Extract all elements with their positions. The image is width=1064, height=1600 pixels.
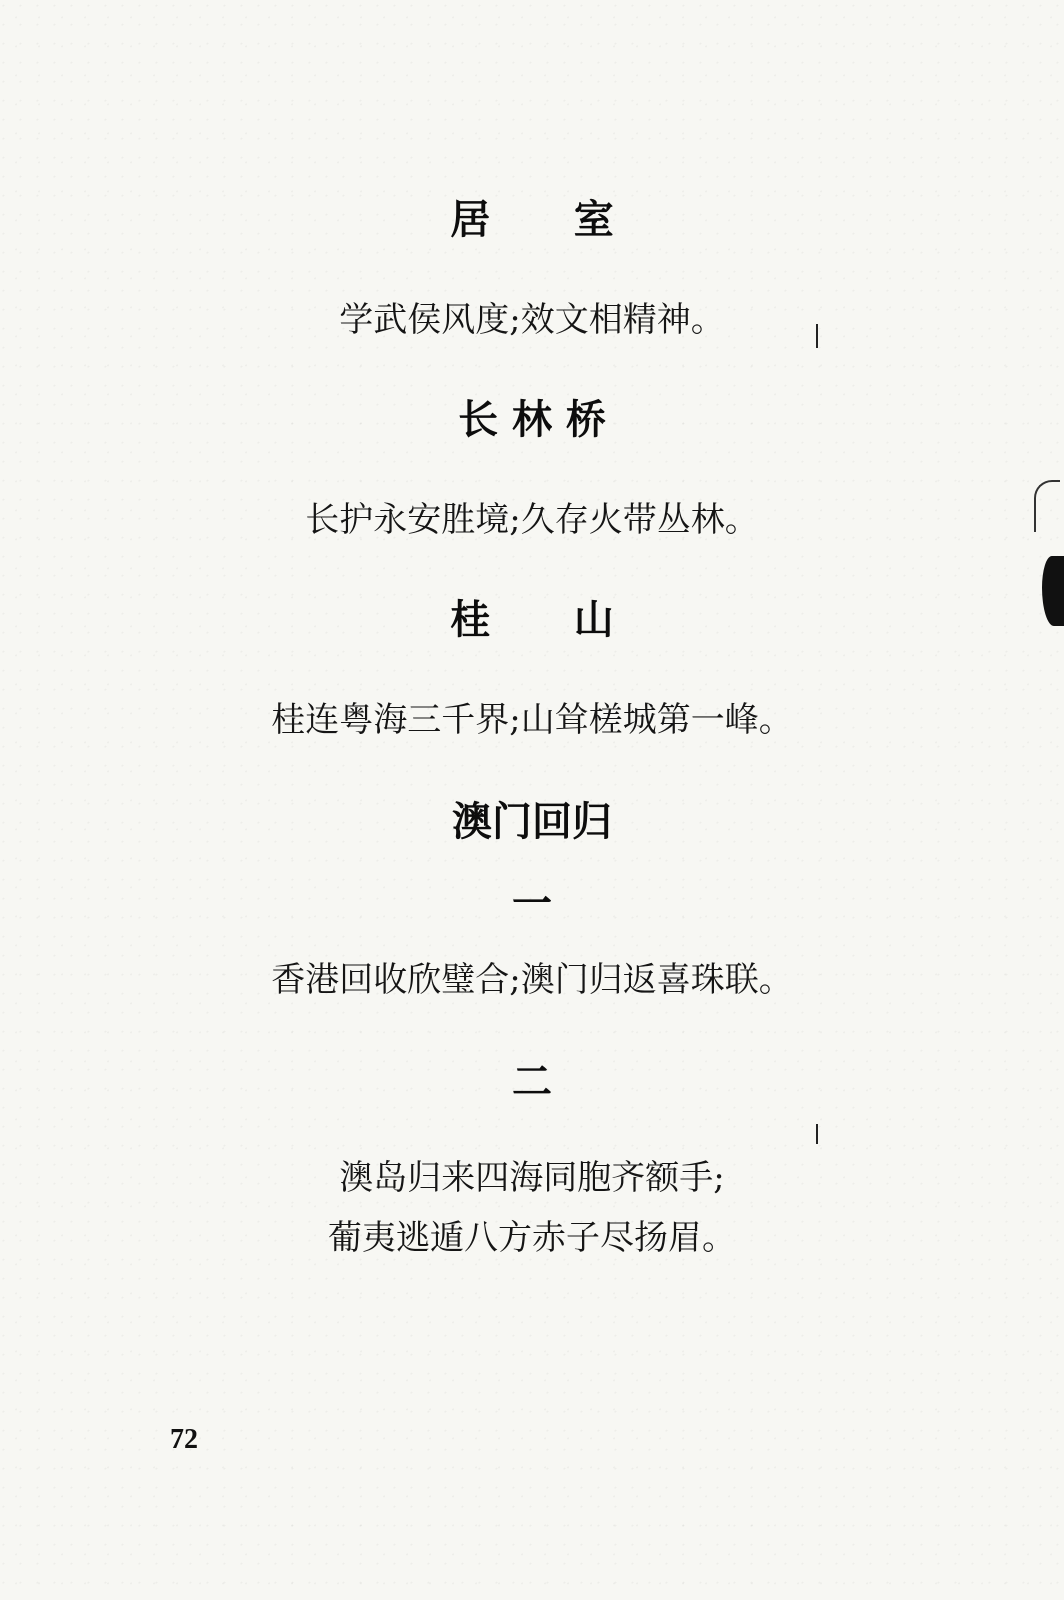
scan-mark-lower [816,1124,818,1144]
couplet-juju: 学武侯风度;效文相精神。 [339,300,725,340]
scan-edge-curve [1034,480,1060,532]
heading-juju: 居 室 [450,197,614,243]
heading-changlinqiao: 长 林 桥 [458,397,606,443]
scan-ink-blot [1042,556,1064,626]
couplet-guishan: 桂连粤海三千界;山耸槎城第一峰。 [271,700,793,740]
scan-mark-upper [816,324,818,348]
heading-guishan: 桂 山 [450,597,614,643]
heading-aomen: 澳门回归 [452,799,612,845]
page-number: 72 [170,1424,198,1455]
part-label-one: 一 [512,881,552,927]
couplet-aomen-one: 香港回收欣璧合;澳门归返喜珠联。 [271,960,793,1000]
couplet-aomen-two-line2: 葡夷逃遁八方赤子尽扬眉。 [328,1218,736,1258]
couplet-changlinqiao: 长护永安胜境;久存火带丛林。 [305,500,759,540]
part-label-two: 二 [512,1059,552,1105]
couplet-aomen-two-line1: 澳岛归来四海同胞齐额手; [339,1158,725,1198]
